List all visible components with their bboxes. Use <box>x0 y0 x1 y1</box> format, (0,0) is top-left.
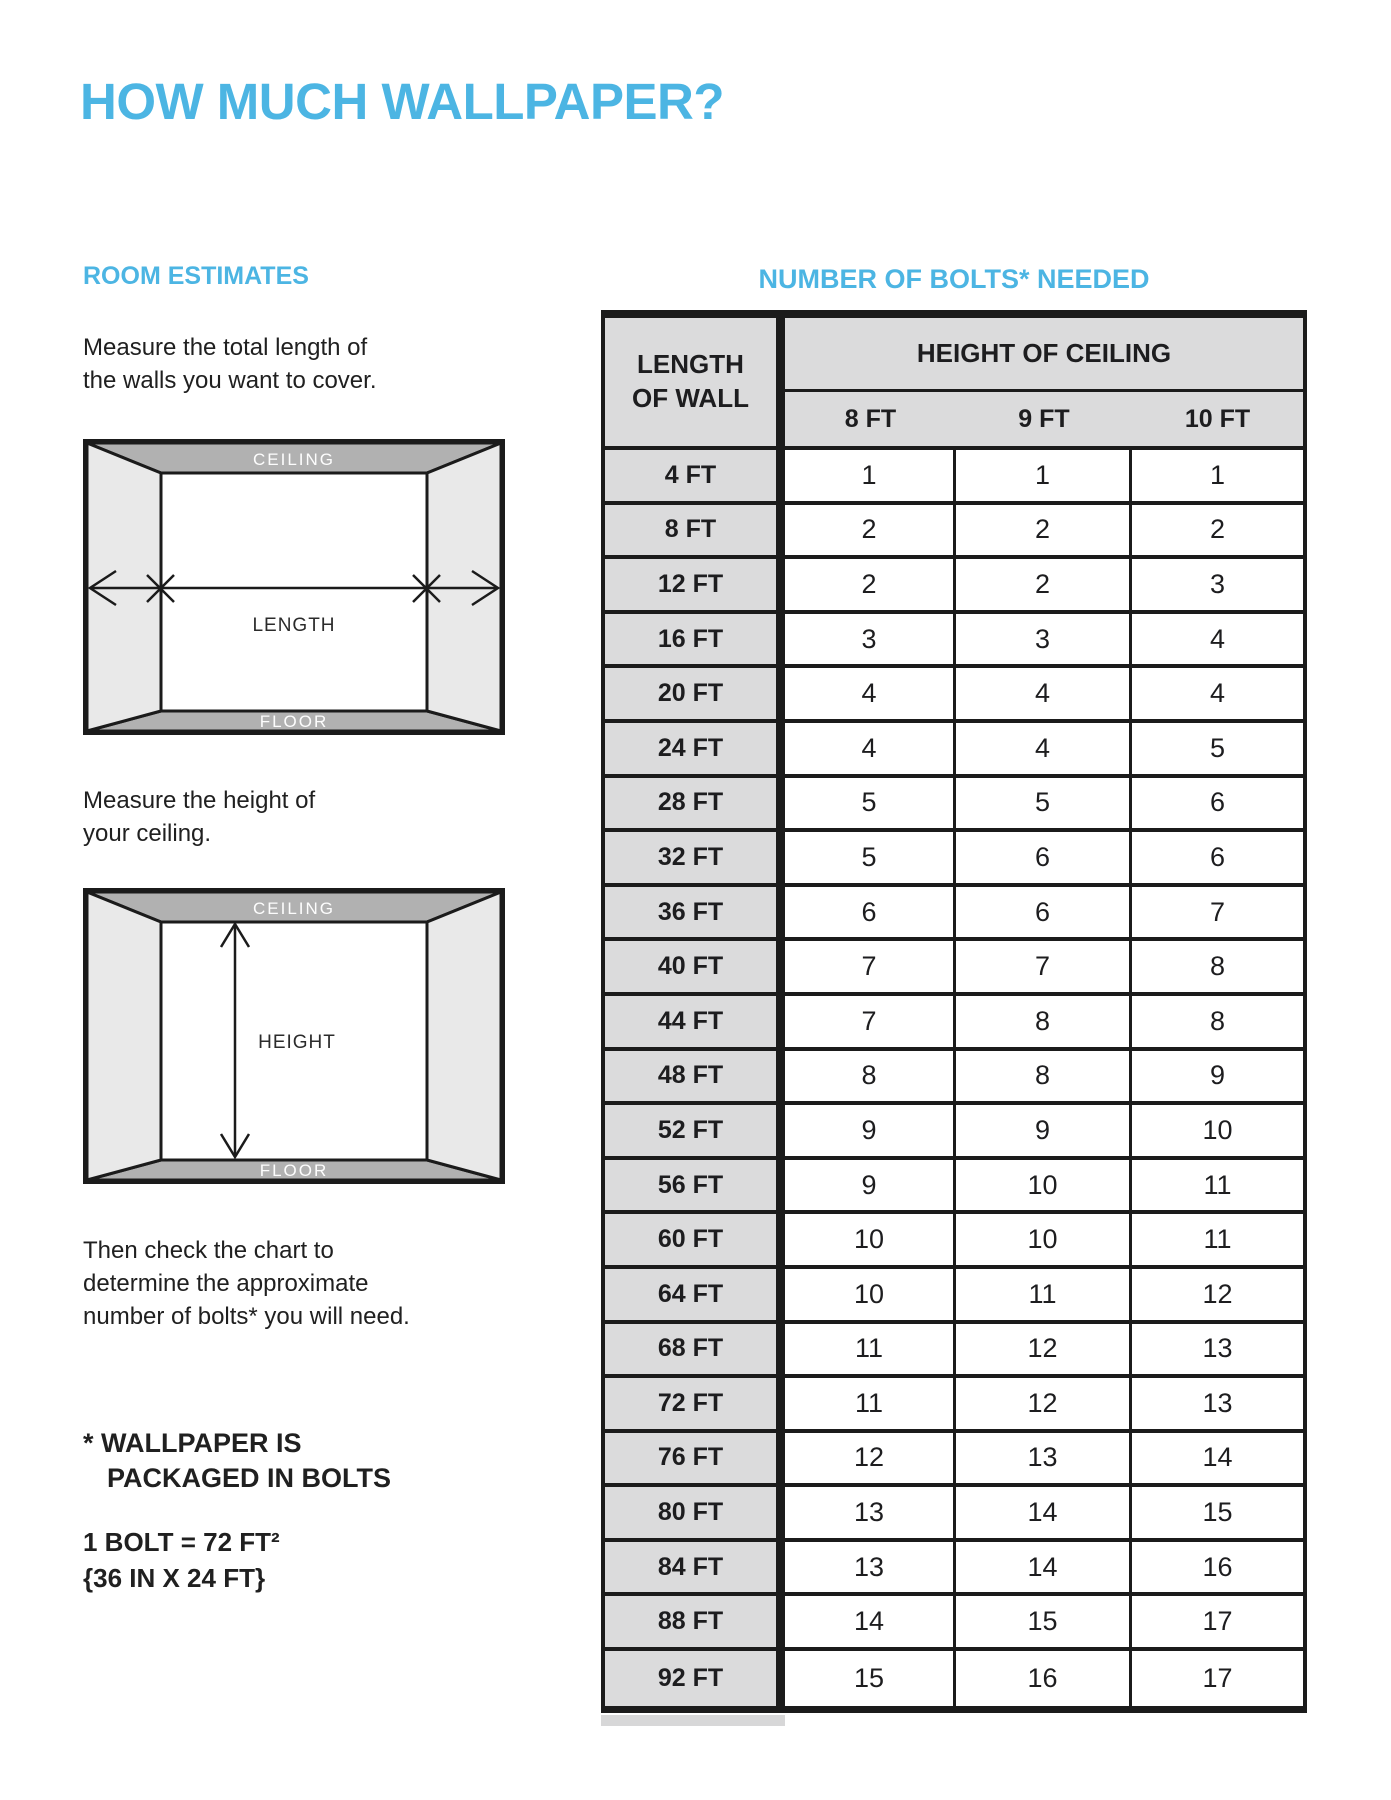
table-row-length-label: 52 FT <box>601 1105 785 1160</box>
bolt-count-10ft: 3 <box>1132 559 1307 614</box>
instruction-measure-length <box>83 331 376 397</box>
bolt-count-10ft: 9 <box>1132 1051 1307 1106</box>
back-wall-surface <box>161 473 427 711</box>
room-length-diagram <box>83 439 505 735</box>
bolt-count-10ft: 11 <box>1132 1160 1307 1215</box>
bolt-count-9ft: 10 <box>956 1160 1132 1215</box>
table-row-length-label: 20 FT <box>601 668 785 723</box>
bolt-count-9ft: 2 <box>956 559 1132 614</box>
table-row-length-label: 92 FT <box>601 1651 785 1706</box>
bolt-count-9ft: 14 <box>956 1487 1132 1542</box>
bolt-count-9ft: 4 <box>956 668 1132 723</box>
bolt-count-10ft: 17 <box>1132 1651 1307 1706</box>
length-of-wall-header-line1: LENGTH <box>637 349 744 380</box>
bolt-count-10ft: 16 <box>1132 1542 1307 1597</box>
bolt-count-8ft: 9 <box>785 1160 956 1215</box>
bolt-count-10ft: 8 <box>1132 996 1307 1051</box>
table-row-length-label: 64 FT <box>601 1269 785 1324</box>
bolt-count-8ft: 10 <box>785 1214 956 1269</box>
bolt-count-9ft: 6 <box>956 887 1132 942</box>
bolt-count-10ft: 7 <box>1132 887 1307 942</box>
bolt-count-8ft: 7 <box>785 941 956 996</box>
table-row-length-label: 72 FT <box>601 1378 785 1433</box>
footnote-line2: PACKAGED IN BOLTS <box>107 1463 392 1493</box>
bolt-count-10ft: 15 <box>1132 1487 1307 1542</box>
table-bottom-shadow <box>601 1715 785 1726</box>
bolt-count-8ft: 10 <box>785 1269 956 1324</box>
right-wall-surface <box>427 892 501 1180</box>
bolt-count-9ft: 13 <box>956 1433 1132 1488</box>
bolt-count-10ft: 17 <box>1132 1596 1307 1651</box>
floor-label: FLOOR <box>259 712 329 731</box>
bolt-count-10ft: 4 <box>1132 614 1307 669</box>
bolt-count-10ft: 13 <box>1132 1378 1307 1433</box>
table-row-length-label: 48 FT <box>601 1051 785 1106</box>
bolt-count-9ft: 8 <box>956 996 1132 1051</box>
table-row-length-label: 88 FT <box>601 1596 785 1651</box>
table-row-length-label: 36 FT <box>601 887 785 942</box>
bolt-count-8ft: 8 <box>785 1051 956 1106</box>
bolt-count-8ft: 13 <box>785 1487 956 1542</box>
length-of-wall-header <box>601 318 785 450</box>
bolt-count-8ft: 5 <box>785 778 956 833</box>
bolts-table <box>601 310 1307 1713</box>
room-height-diagram <box>83 888 505 1184</box>
bolt-count-9ft: 2 <box>956 505 1132 560</box>
col-header-10ft: 10 FT <box>1132 392 1307 450</box>
bolt-count-10ft: 14 <box>1132 1433 1307 1488</box>
bolt-size-line2: {36 IN X 24 FT} <box>83 1563 266 1593</box>
instruction-measure-height-line2: your ceiling. <box>83 820 212 847</box>
bolt-count-10ft: 6 <box>1132 778 1307 833</box>
col-header-8ft: 8 FT <box>785 392 956 450</box>
bolt-count-8ft: 9 <box>785 1105 956 1160</box>
bolt-count-8ft: 11 <box>785 1378 956 1433</box>
table-row-length-label: 68 FT <box>601 1324 785 1379</box>
ceiling-label: CEILING <box>252 899 336 918</box>
bolt-count-9ft: 9 <box>956 1105 1132 1160</box>
bolt-count-9ft: 3 <box>956 614 1132 669</box>
bolt-count-10ft: 4 <box>1132 668 1307 723</box>
table-row-length-label: 56 FT <box>601 1160 785 1215</box>
bolt-count-8ft: 4 <box>785 723 956 778</box>
bolt-count-9ft: 16 <box>956 1651 1132 1706</box>
footnote-line1: * WALLPAPER IS <box>83 1428 302 1458</box>
bolt-count-10ft: 12 <box>1132 1269 1307 1324</box>
table-row-length-label: 44 FT <box>601 996 785 1051</box>
bolts-needed-heading: NUMBER OF BOLTS* NEEDED <box>758 264 1150 294</box>
table-row-length-label: 40 FT <box>601 941 785 996</box>
bolt-count-9ft: 12 <box>956 1324 1132 1379</box>
bolt-count-10ft: 11 <box>1132 1214 1307 1269</box>
bolt-count-8ft: 14 <box>785 1596 956 1651</box>
height-of-ceiling-header: HEIGHT OF CEILING <box>785 318 1307 392</box>
bolt-count-8ft: 12 <box>785 1433 956 1488</box>
table-row-length-label: 80 FT <box>601 1487 785 1542</box>
instruction-check-chart <box>83 1234 410 1333</box>
bolt-count-8ft: 2 <box>785 505 956 560</box>
instruction-measure-height-line1: Measure the height of <box>83 787 316 814</box>
table-row-length-label: 28 FT <box>601 778 785 833</box>
table-row-length-label: 32 FT <box>601 832 785 887</box>
bolt-count-9ft: 10 <box>956 1214 1132 1269</box>
bolt-count-8ft: 1 <box>785 450 956 505</box>
bolt-count-9ft: 7 <box>956 941 1132 996</box>
bolt-count-8ft: 2 <box>785 559 956 614</box>
table-row-length-label: 24 FT <box>601 723 785 778</box>
ceiling-label: CEILING <box>252 450 336 469</box>
bolt-count-9ft: 12 <box>956 1378 1132 1433</box>
floor-label: FLOOR <box>259 1161 329 1180</box>
bolt-count-9ft: 14 <box>956 1542 1132 1597</box>
table-row-length-label: 12 FT <box>601 559 785 614</box>
instruction-measure-length-line2: the walls you want to cover. <box>83 367 377 394</box>
table-row-length-label: 8 FT <box>601 505 785 560</box>
bolt-size-line1: 1 BOLT = 72 FT² <box>83 1527 280 1557</box>
height-measure-label: HEIGHT <box>258 1032 336 1053</box>
bolt-count-10ft: 1 <box>1132 450 1307 505</box>
length-of-wall-header-line2: OF WALL <box>632 383 749 413</box>
table-row-length-label: 60 FT <box>601 1214 785 1269</box>
length-measure-label: LENGTH <box>252 615 336 636</box>
bolt-count-10ft: 5 <box>1132 723 1307 778</box>
bolt-count-9ft: 1 <box>956 450 1132 505</box>
table-row-length-label: 4 FT <box>601 450 785 505</box>
bolt-count-10ft: 13 <box>1132 1324 1307 1379</box>
bolt-count-10ft: 10 <box>1132 1105 1307 1160</box>
bolt-count-8ft: 13 <box>785 1542 956 1597</box>
instruction-measure-length-line1: Measure the total length of <box>83 334 368 361</box>
col-header-9ft: 9 FT <box>956 392 1132 450</box>
table-row-length-label: 16 FT <box>601 614 785 669</box>
bolt-count-9ft: 11 <box>956 1269 1132 1324</box>
bolt-count-9ft: 6 <box>956 832 1132 887</box>
instruction-check-chart-line3: number of bolts* you will need. <box>83 1303 410 1330</box>
instruction-check-chart-line2: determine the approximate <box>83 1270 369 1297</box>
bolt-count-10ft: 8 <box>1132 941 1307 996</box>
bolt-count-8ft: 4 <box>785 668 956 723</box>
bolt-count-8ft: 15 <box>785 1651 956 1706</box>
bolt-count-8ft: 3 <box>785 614 956 669</box>
bolt-count-9ft: 15 <box>956 1596 1132 1651</box>
wallpaper-bolts-footnote <box>83 1426 391 1496</box>
bolt-count-9ft: 4 <box>956 723 1132 778</box>
bolt-count-9ft: 8 <box>956 1051 1132 1106</box>
bolt-count-8ft: 6 <box>785 887 956 942</box>
table-row-length-label: 84 FT <box>601 1542 785 1597</box>
bolt-count-8ft: 7 <box>785 996 956 1051</box>
instruction-measure-height <box>83 784 315 850</box>
left-wall-surface <box>87 892 161 1180</box>
instruction-check-chart-line1: Then check the chart to <box>83 1237 334 1264</box>
room-estimates-heading: ROOM ESTIMATES <box>83 262 309 290</box>
bolt-size-info <box>83 1524 280 1596</box>
page-title: HOW MUCH WALLPAPER? <box>80 73 724 130</box>
bolt-count-8ft: 5 <box>785 832 956 887</box>
table-row-length-label: 76 FT <box>601 1433 785 1488</box>
bolt-count-8ft: 11 <box>785 1324 956 1379</box>
bolt-count-10ft: 6 <box>1132 832 1307 887</box>
bolt-count-10ft: 2 <box>1132 505 1307 560</box>
bolt-count-9ft: 5 <box>956 778 1132 833</box>
